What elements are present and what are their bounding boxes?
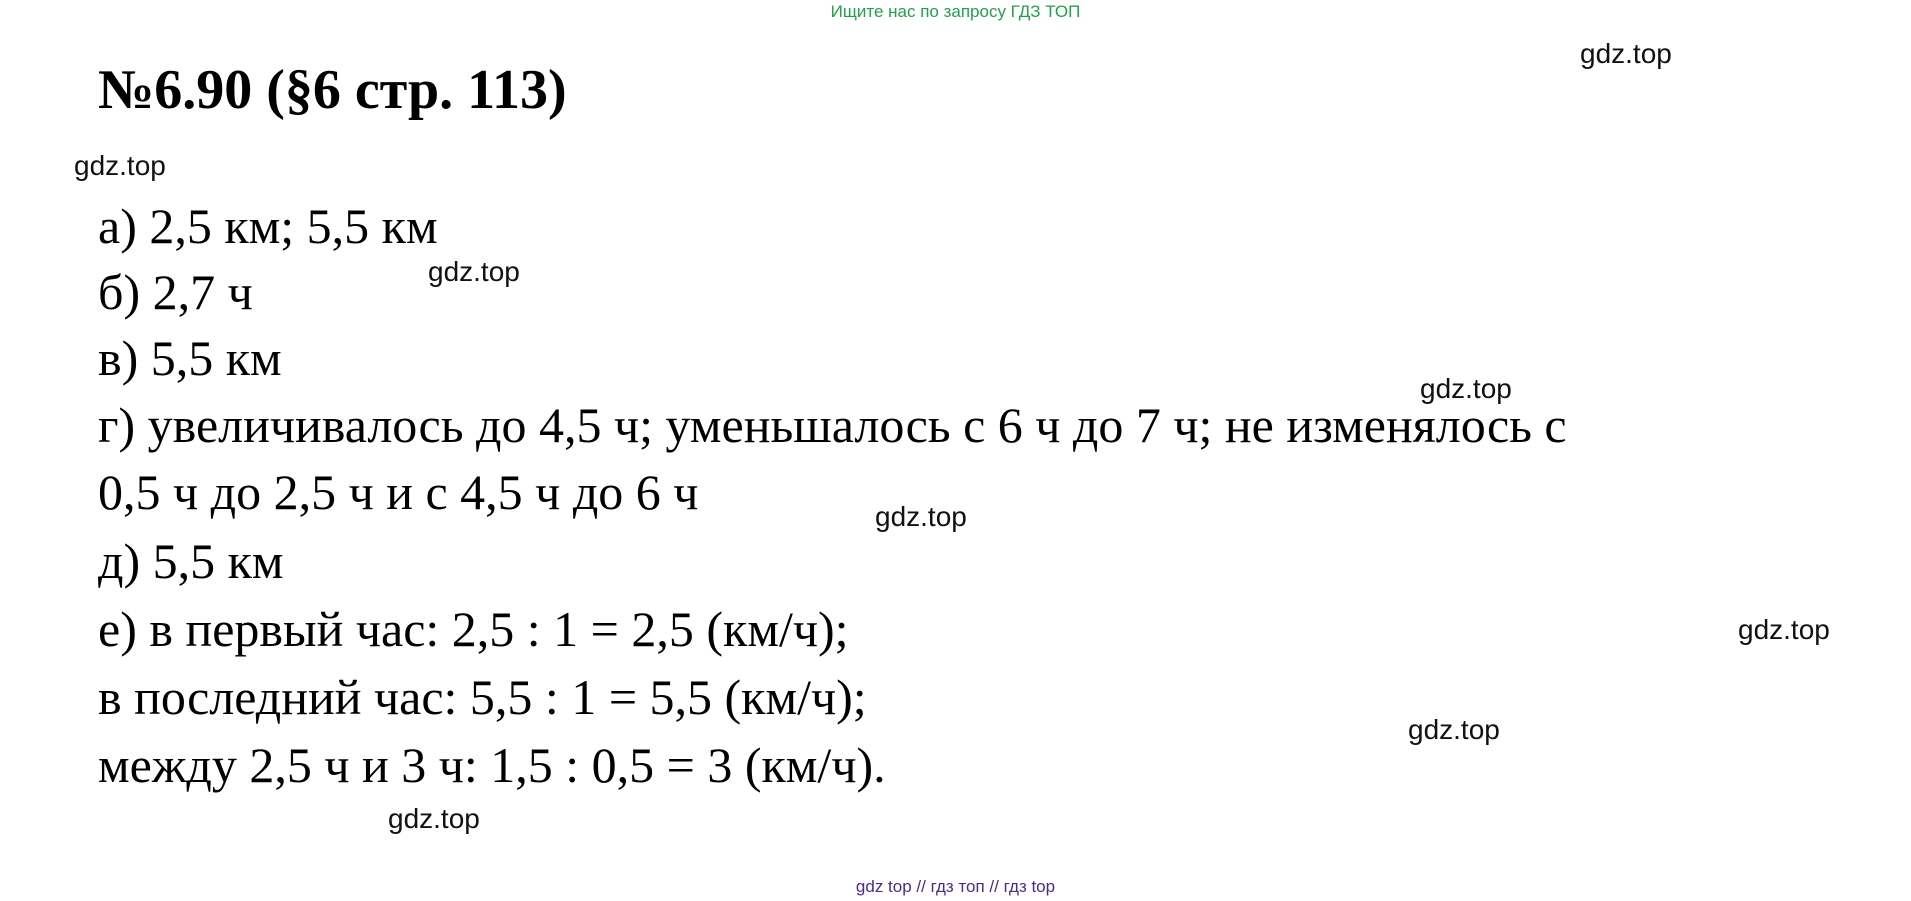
watermark: gdz.top [1580, 38, 1672, 69]
answer-line-g-continued: 0,5 ч до 2,5 ч и с 4,5 ч до 6 ч [98, 464, 699, 520]
answer-line-d: д) 5,5 км [98, 533, 284, 589]
answer-line-a: а) 2,5 км; 5,5 км [98, 198, 438, 254]
watermark: gdz.top [1738, 614, 1830, 645]
answer-line-b: б) 2,7 ч [98, 264, 253, 320]
answer-line-e-last-hour: в последний час: 5,5 : 1 = 5,5 (км/ч); [98, 669, 867, 725]
answer-line-e-between: между 2,5 ч и 3 ч: 1,5 : 0,5 = 3 (км/ч). [98, 737, 886, 793]
exercise-title: №6.90 (§6 стр. 113) [98, 59, 567, 121]
answer-line-e: е) в первый час: 2,5 : 1 = 2,5 (км/ч); [98, 601, 849, 657]
watermark: gdz.top [388, 803, 480, 834]
watermark: gdz.top [875, 501, 967, 532]
watermark: gdz.top [1420, 373, 1512, 404]
watermark: gdz.top [74, 150, 166, 181]
answer-line-v: в) 5,5 км [98, 330, 282, 386]
answer-line-g: г) увеличивалось до 4,5 ч; уменьшалось с 6 ч до 7 ч; не изменялось с [98, 397, 1567, 453]
footer-links: gdz top // гдз топ // гдз top [855, 877, 1056, 896]
watermark: gdz.top [1408, 714, 1500, 745]
watermark: gdz.top [428, 256, 520, 287]
search-hint-banner: Ищите нас по запросу ГДЗ ТОП [830, 2, 1081, 21]
